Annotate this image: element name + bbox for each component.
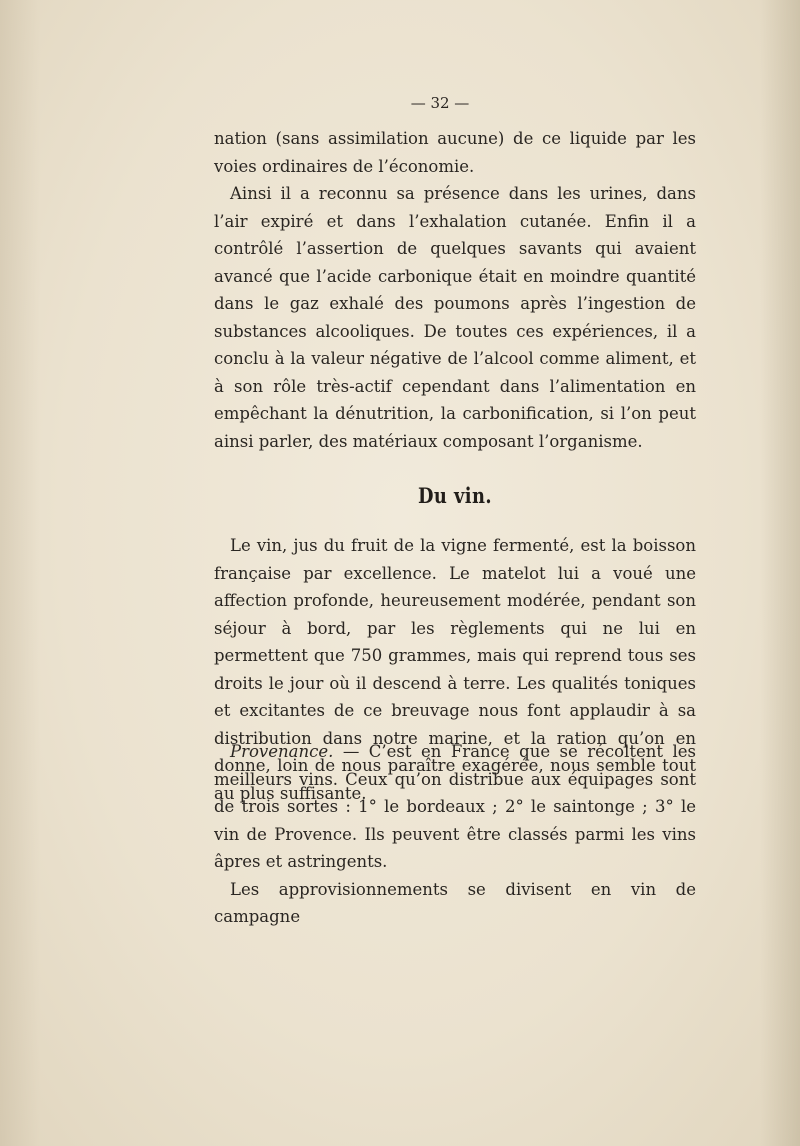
text-block-top	[214, 125, 696, 455]
text-block-provenance	[214, 738, 696, 931]
provenance-text: — C’est en France que se récoltent les meilleurs vins. Ceux qu’on distribue aux équipages sont de trois sortes : 1° le bordeaux ; 2° le saintonge ; 3° le vin de Provence. Ils peuvent être classés parmi les vins âpres et astringents.	[214, 742, 696, 871]
page-number: — 32 —	[410, 94, 470, 112]
provenance-heading: Provenance.	[230, 742, 334, 761]
section-title: Du vin.	[417, 483, 493, 508]
paragraph-approvisionnements: Les approvisionnements se divisent en vin de campagne	[214, 879, 696, 926]
page-right-shadow	[760, 0, 800, 1146]
paragraph-vin: Le vin, jus du fruit de la vigne fermenté, est la boisson française par excellence. Le matelot lui a voué une affection profonde, heureusement modérée, pendant son séjour à bord, par les règlements qui ne lui en permettent que 750 grammes, mais qui reprend tous ses droits le jour où il descend à terre. Les qualités toniques et excitantes de ce breuvage nous font applaudir à sa distribution dans notre marine, et la ration qu’on en donne, loin de nous paraître exagérée, nous semble tout au plus suffisante.	[214, 536, 696, 803]
paragraph-continuation: nation (sans assimilation aucune) de ce liquide par les voies ordinaires de l’économie.	[214, 129, 696, 176]
paragraph-provenance	[214, 738, 696, 876]
page-left-shadow	[0, 0, 40, 1146]
paragraph-experiments: Ainsi il a reconnu sa présence dans les urines, dans l’air expiré et dans l’exhalation cutanée. Enfin il a contrôlé l’assertion de quelques savants qui avaient avancé que l’acide carbonique était en moindre quantité dans le gaz exhalé des poumons après l’ingestion de substances alcooliques. De toutes ces expériences, il a conclu à la valeur négative de l’alcool comme aliment, et à son rôle très-actif cependant dans l’alimentation en empêchant la dénutrition, la carbonification, si l’on peut ainsi parler, des matériaux composant l’organisme.	[214, 184, 696, 451]
